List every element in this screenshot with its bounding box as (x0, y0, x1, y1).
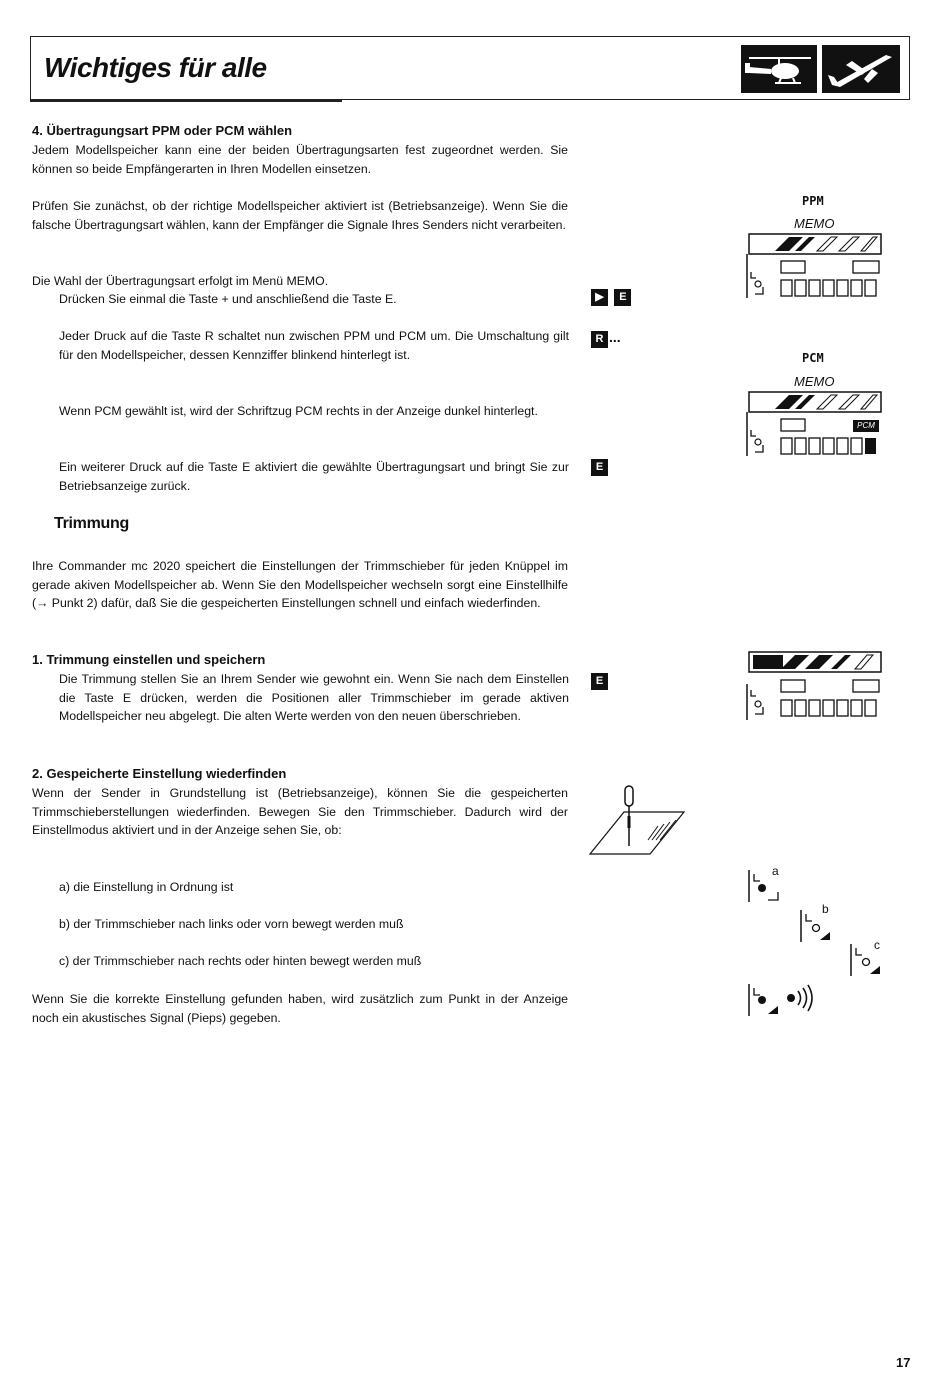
e-key-icon: E (614, 289, 631, 306)
section4-step-e: Ein weiterer Druck auf die Taste E aktiviert die gewählte Übertragungsart und bringt Sie zur Betriebsanzeige zurück. (59, 460, 569, 493)
e-key-icon: E (591, 673, 608, 690)
helicopter-icon (741, 45, 817, 93)
section4-intro: Jedem Modellspeicher kann eine der beiden Übertragungsarten fest zugeordnet werden. Sie können so beide Empfängerarten in Ihren Modellen einsetzen. (32, 143, 568, 176)
ppm-label: PPM (802, 194, 824, 208)
plus-key-icon: ▶ (591, 289, 608, 306)
key-group-e-confirm (591, 457, 608, 476)
trim-indicator-c (850, 940, 890, 980)
page-number: 17 (896, 1355, 911, 1370)
trimming-sub2-text: Wenn der Sender in Grundstellung ist (Betriebsanzeige), können Sie die gespeicherten Trimmschieberstellungen wiederfinden. Bewegen Sie den Trimmschieber. Dadurch wird der Einstellmodus aktiviert und in der Anzeige sehen Sie, ob: (32, 786, 568, 837)
section4-step-r: Jeder Druck auf die Taste R schaltet nun zwischen PPM und PCM um. Die Umschaltung gilt für den Modellspeicher, dessen Kennziffer blinkend hinterlegt ist. (59, 329, 569, 362)
section4-menu-line: Die Wahl der Übertragungsart erfolgt im Menü MEMO. (32, 274, 329, 288)
indicator-letter-a: a (772, 864, 779, 878)
trimming-title: Trimmung (54, 515, 129, 532)
repeat-dots: ... (609, 329, 621, 345)
section4-check: Prüfen Sie zunächst, ob der richtige Modellspeicher aktiviert ist (Betriebsanzeige). Wenn Sie die falsche Übertragungsart wählen, kann der Empfänger die Signale Ihres Senders nicht verarbeiten. (32, 199, 568, 232)
ppm-lcd-display (745, 232, 885, 300)
trim-indicator-beep (748, 980, 818, 1020)
section4-step-pcm: Wenn PCM gewählt ist, wird der Schriftzug PCM rechts in der Anzeige dunkel hinterlegt. (59, 404, 538, 418)
memo-label: MEMO (794, 216, 835, 231)
pcm-tag-inverted: PCM (853, 420, 879, 432)
trimming-sub2-heading: 2. Gespeicherte Einstellung wiederfinden (32, 766, 287, 781)
key-group-plus-e (591, 287, 631, 306)
r-key-icon: R (591, 331, 608, 348)
key-group-r (591, 328, 621, 348)
trimming-option-c: c) der Trimmschieber nach rechts oder hinten bewegt werden muß (59, 954, 422, 968)
trim-indicator-b (800, 906, 840, 946)
trimming-closing: Wenn Sie die korrekte Einstellung gefunden haben, wird zusätzlich zum Punkt in der Anzeige noch ein akustisches Signal (Pieps) gegeben. (32, 992, 568, 1025)
page-title: Wichtiges für alle (44, 52, 267, 83)
section4-step-press: Drücken Sie einmal die Taste + und anschließend die Taste E. (59, 292, 397, 306)
trimming-sub1-text: Die Trimmung stellen Sie an Ihrem Sender wie gewohnt ein. Wenn Sie nach dem Einstellen die Taste E drücken, werden die Positionen aller Trimmschieber im gerade aktiven Modellspeicher neu abgelegt. Die alten Werte werden von den neuen überschrieben. (59, 672, 569, 723)
speaker-icon (790, 986, 791, 987)
trimming-option-a: a) die Einstellung in Ordnung ist (59, 880, 234, 894)
memo-label: MEMO (794, 374, 835, 389)
indicator-letter-c: c (874, 938, 880, 952)
trim-slider-illustration (588, 782, 688, 862)
trim-indicator-a (748, 866, 788, 906)
trimming-intro: Ihre Commander mc 2020 speichert die Einstellungen der Trimmschieber für jeden Knüppel im gerade akiven Modellspeicher ab. Wenn Sie den Modellspeicher wechseln sorgt eine Einstellhilfe (→ Punkt 2) dafür, daß Sie die gespeicherten Einstellungen schnell und einfach wiederfinden. (32, 559, 568, 610)
key-group-e-store (591, 671, 608, 690)
header-underline (30, 100, 342, 102)
e-key-icon: E (591, 459, 608, 476)
trimming-option-b: b) der Trimmschieber nach links oder vorn bewegt werden muß (59, 917, 404, 931)
pcm-label: PCM (802, 351, 824, 365)
airplane-icon (822, 45, 900, 93)
section4-heading: 4. Übertragungsart PPM oder PCM wählen (32, 123, 293, 138)
indicator-letter-b: b (822, 902, 829, 916)
trim-lcd-display (745, 650, 885, 722)
trimming-sub1-heading: 1. Trimmung einstellen und speichern (32, 652, 266, 667)
